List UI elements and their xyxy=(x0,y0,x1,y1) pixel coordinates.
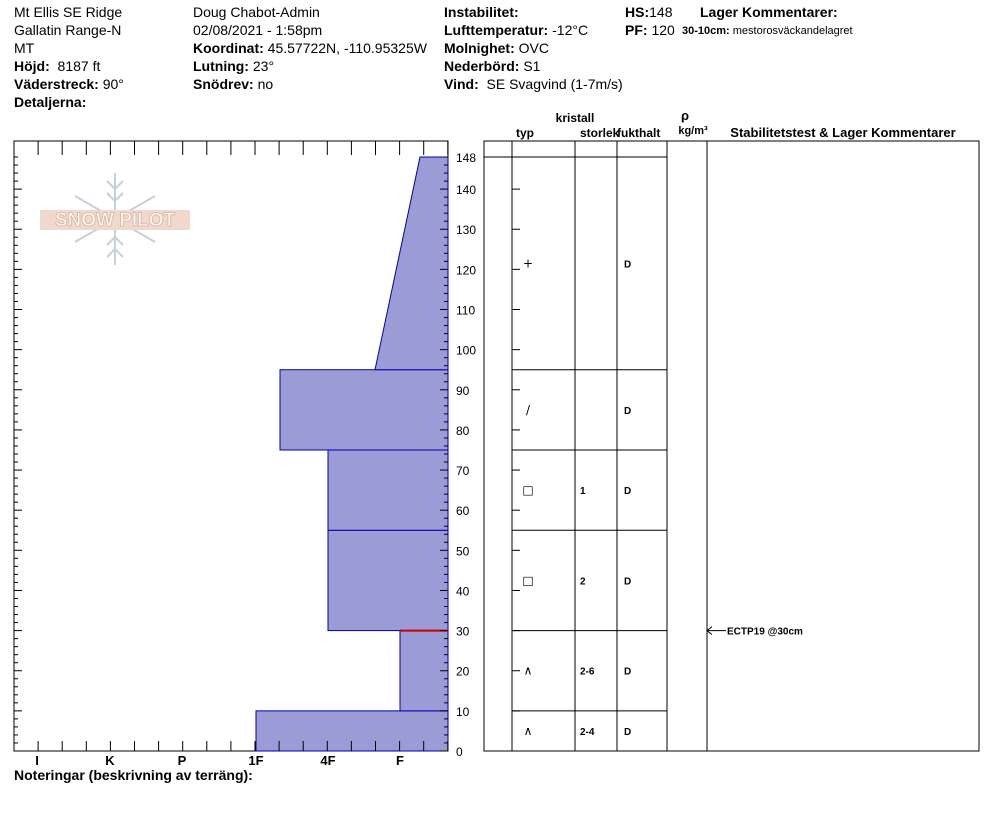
slope-value: 23° xyxy=(252,58,275,74)
slope-label: Lutning: xyxy=(193,58,249,74)
wind-value: SE Svagvind (1-7m/s) xyxy=(486,76,623,92)
density-symbol: ρ xyxy=(680,108,690,123)
logo-text: SNOW PILOT xyxy=(54,210,176,231)
y-tick-label-130: 130 xyxy=(456,223,477,238)
stability-test-group xyxy=(707,627,803,638)
hardness-label-P: P xyxy=(177,753,187,768)
layer-type-0: + xyxy=(522,256,534,271)
hardness-label-K: K xyxy=(105,753,115,768)
airtemp-label: Lufttemperatur: xyxy=(444,22,549,38)
observer-name: Doug Chabot-Admin xyxy=(193,4,320,20)
hardness-layer-4 xyxy=(280,370,448,450)
hardness-layer-2 xyxy=(328,530,448,630)
y-tick-label-40: 40 xyxy=(456,584,470,599)
drift-label: Snödrev: xyxy=(193,76,254,92)
layer-moisture-5: D xyxy=(624,726,632,738)
aspect-label: Väderstreck: xyxy=(14,76,99,92)
sky-value: OVC xyxy=(518,40,549,56)
hardness-label-F: F xyxy=(396,753,404,768)
elevation-label: Höjd: xyxy=(14,58,50,74)
layer-table-frame xyxy=(484,141,979,751)
layer-type-5: ∧ xyxy=(523,723,533,738)
layer-size-4: 2-6 xyxy=(580,666,595,678)
layer-type-2: □ xyxy=(522,483,534,498)
y-tick-label-148: 148 xyxy=(456,151,477,165)
pf-value: 120 xyxy=(651,22,675,38)
y-tick-label-120: 120 xyxy=(456,263,477,278)
layer-moisture-2: D xyxy=(624,486,632,498)
range-name: Gallatin Range-N xyxy=(14,22,122,38)
layer-comment-text: mestorosväckandelagret xyxy=(732,25,853,37)
test-label-0: ECTP19 @30cm xyxy=(727,626,803,638)
size-header: storlek xyxy=(580,126,620,140)
y-tick-label-60: 60 xyxy=(456,504,470,519)
layer-size-3: 2 xyxy=(580,576,586,588)
table-lines-group xyxy=(512,141,707,751)
y-tick-label-70: 70 xyxy=(456,464,470,479)
hardness-label-1F: 1F xyxy=(248,753,264,768)
layer-size-2: 1 xyxy=(580,486,586,498)
layer-size-5: 2-4 xyxy=(580,726,595,738)
layer-type-4: ∧ xyxy=(523,663,533,678)
type-header: typ xyxy=(516,126,534,140)
wind-label: Vind: xyxy=(444,76,479,92)
y-tick-label-10: 10 xyxy=(456,704,470,719)
observation-datetime: 02/08/2021 - 1:58pm xyxy=(193,22,323,38)
hardness-fill-group xyxy=(256,157,448,751)
hardness-layer-3 xyxy=(328,450,448,530)
airtemp-value: -12°C xyxy=(552,22,589,38)
state-name: MT xyxy=(14,40,35,56)
location-name: Mt Ellis SE Ridge xyxy=(14,4,123,20)
hs-value: 148 xyxy=(649,4,673,20)
coord-label: Koordinat: xyxy=(193,40,264,56)
hs-label: HS: xyxy=(625,4,650,20)
precip-label: Nederbörd: xyxy=(444,58,520,74)
aspect-value: 90° xyxy=(102,76,124,92)
sky-label: Molnighet: xyxy=(444,40,515,56)
layer-moisture-1: D xyxy=(624,405,632,417)
details-label: Detaljerna: xyxy=(14,94,87,110)
y-tick-label-20: 20 xyxy=(456,664,470,679)
pf-label: PF: xyxy=(625,22,648,38)
hardness-label-I: I xyxy=(35,753,39,768)
layer-comments-label: Lager Kommentarer: xyxy=(700,4,838,20)
y-tick-label-110: 110 xyxy=(456,303,476,318)
y-tick-label-140: 140 xyxy=(456,183,477,198)
y-tick-label-90: 90 xyxy=(456,383,470,398)
layer-moisture-3: D xyxy=(624,576,632,588)
crystal-header: kristall xyxy=(555,111,595,125)
hardness-label-4F: 4F xyxy=(320,753,336,768)
y-tick-label-50: 50 xyxy=(456,544,470,559)
layer-type-1: / xyxy=(525,402,531,417)
y-tick-label-80: 80 xyxy=(456,423,470,438)
notes-label: Noteringar (beskrivning av terräng): xyxy=(14,767,253,783)
hardness-layer-0 xyxy=(256,711,448,751)
layer-moisture-4: D xyxy=(624,666,632,678)
instability-label: Instabilitet: xyxy=(444,4,519,20)
density-unit: kg/m³ xyxy=(678,125,708,137)
y-tick-label-30: 30 xyxy=(456,624,470,639)
precip-value: S1 xyxy=(523,58,541,74)
y-tick-label-0: 0 xyxy=(456,745,463,759)
coord-value: 45.57722N, -110.95325W xyxy=(267,40,427,56)
snowpilot-logo xyxy=(40,173,190,265)
drift-value: no xyxy=(257,76,274,92)
moisture-header: fukthalt xyxy=(617,126,661,140)
hardness-layer-5 xyxy=(375,157,448,370)
stability-header: Stabilitetstest & Lager Kommentarer xyxy=(730,125,956,140)
layer-type-3: □ xyxy=(522,573,534,588)
layer-moisture-0: D xyxy=(624,259,632,271)
elevation-value: 8187 ft xyxy=(57,58,101,74)
layer-comment-range: 30-10cm: xyxy=(682,25,730,37)
y-tick-label-100: 100 xyxy=(456,343,477,358)
